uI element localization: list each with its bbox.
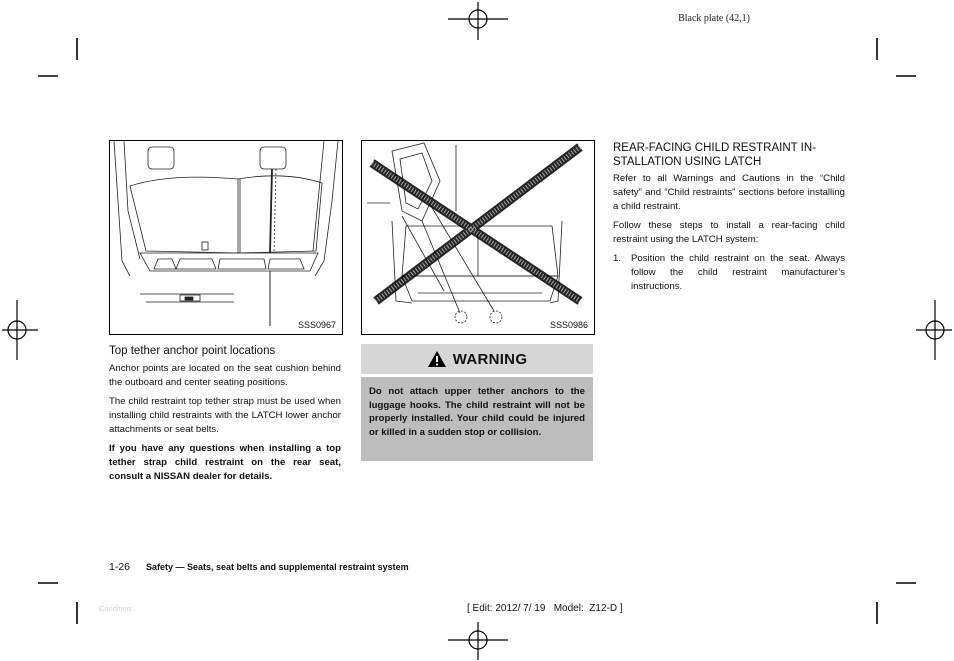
step-number: 1. [613,253,622,264]
page-number: 1-26 [109,561,131,573]
paragraph-follow-steps: Follow these steps to install a rear-facing child restraint using the LATCH system: [613,220,845,245]
warning-text: Do not attach upper tether anchors to the luggage hooks. The child restraint will not be properly installed. Your child could be injured or killed in a sudden stop or collision. [361,377,593,461]
figure-tether-anchor-points [109,140,343,335]
step-text: Position the child restraint on the seat. Always follow the child restraint manufacturer’s instructions. [631,253,845,292]
section-title: Safety — Seats, seat belts and supplemental restraint system [146,562,409,572]
right-column-body [613,172,845,294]
paragraph-anchor-locations: Anchor points are located on the seat cushion behind the outboard and center seating positions. [109,363,341,388]
paragraph-refer-warnings: Refer to all Warnings and Cautions in the “Child safety” and “Child restraints” sections before installing a child restraint. [613,173,845,212]
plate-label: Black plate (42,1) [678,13,750,24]
warning-title: WARNING [452,350,528,368]
paragraph-tether-strap-use: The child restraint top tether strap must be used when installing child restraints with the LATCH lower anchor attachments or seat belts. [109,396,341,435]
heading-line-2: STALLATION USING LATCH [613,156,762,168]
installation-steps [613,252,845,294]
heading-line-1: REAR-FACING CHILD RESTRAINT IN- [613,142,816,154]
warning-triangle-icon [427,350,447,368]
seat-illustration [110,141,342,334]
condition-label: Condition: [99,604,133,613]
warning-header [361,344,593,374]
section-heading-rear-facing [613,141,853,169]
left-column-body [109,362,341,489]
figure-code: SSS0986 [549,320,588,330]
section-heading-tether-anchors: Top tether anchor point locations [109,345,276,357]
figure-incorrect-luggage-hooks [361,140,595,335]
incorrect-installation-illustration [362,141,594,334]
edit-info: [ Edit: 2012/ 7/ 19 Model: Z12-D ] [467,603,623,614]
paragraph-consult-dealer: If you have any questions when installing a top tether strap child restraint on the rear seat, consult a NISSAN dealer for details. [109,443,341,482]
figure-code: SSS0967 [297,320,336,330]
step-item [613,252,845,294]
